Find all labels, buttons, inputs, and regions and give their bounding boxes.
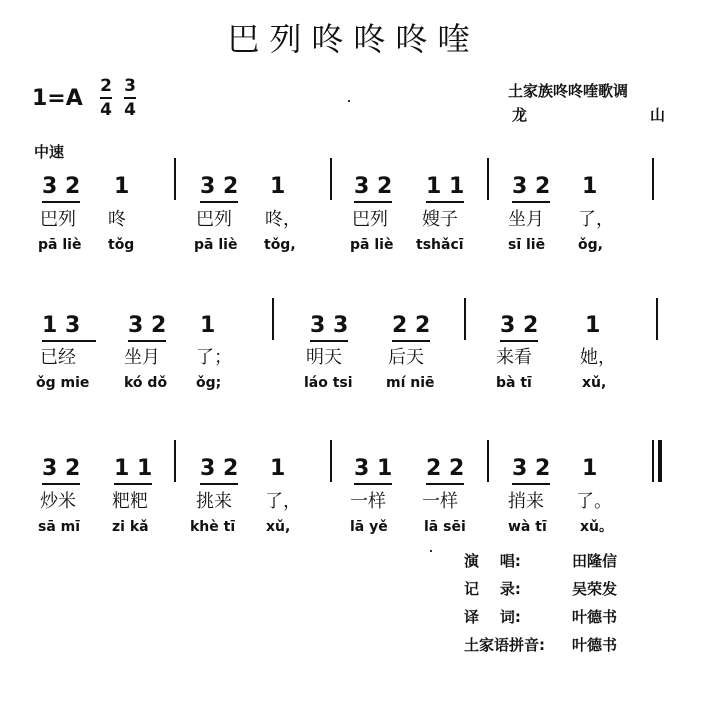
pinyin: ǒg mie — [36, 375, 90, 391]
credit-label-singer: 演 唱: — [464, 552, 521, 570]
note-group: 1 — [200, 313, 216, 338]
pinyin: ǒg, — [578, 237, 603, 253]
barline — [464, 298, 466, 340]
lyric: 巴列 — [352, 209, 388, 230]
lyric: 炒米 — [40, 491, 76, 512]
pinyin: xǔ。 — [580, 519, 613, 535]
beam — [512, 201, 550, 203]
barline — [487, 440, 489, 482]
lyric: 了， — [578, 209, 614, 230]
note-group: 1 1 — [426, 174, 465, 199]
note-group: 3 1 — [354, 456, 393, 481]
beam — [42, 483, 80, 485]
pinyin: tǒg — [108, 237, 135, 253]
pinyin: khè tī — [190, 519, 236, 535]
barline — [652, 158, 654, 200]
barline — [656, 298, 658, 340]
credit-value-pinyin: 叶德书 — [572, 636, 618, 654]
lyric: 巴列 — [40, 209, 76, 230]
time-signature-1 — [100, 76, 112, 120]
final-barline-thick — [658, 440, 662, 482]
credit-value-singer: 田隆信 — [572, 552, 618, 570]
note-group: 1 1 — [114, 456, 153, 481]
note-group: 2 2 — [426, 456, 465, 481]
pinyin: tǒg, — [264, 237, 296, 253]
final-barline-thin — [652, 440, 654, 482]
lyric: 了。 — [576, 491, 612, 512]
arranger-char-2: 山 — [650, 106, 666, 124]
lyric: 了， — [265, 491, 301, 512]
note-group: 1 — [270, 456, 286, 481]
note-group: 3 2 — [512, 456, 551, 481]
credit-label-transcriber: 记 录: — [464, 580, 521, 598]
tempo-marking: 中速 — [34, 143, 65, 161]
pinyin: láo tsi — [304, 375, 353, 391]
note-group: 1 — [585, 313, 601, 338]
pinyin: xǔ, — [582, 375, 607, 391]
pinyin: bà tī — [496, 375, 532, 391]
pinyin: zi kǎ — [112, 519, 149, 535]
barline — [330, 440, 332, 482]
note-group: 1 — [270, 174, 286, 199]
note-group: 1 3 — [42, 313, 81, 338]
beam — [512, 483, 550, 485]
beam — [426, 201, 464, 203]
beam — [114, 483, 152, 485]
lyric: 咚 — [108, 209, 126, 230]
pinyin: xǔ, — [266, 519, 291, 535]
note-group: 3 2 — [200, 174, 239, 199]
beam — [128, 340, 166, 342]
barline — [174, 158, 176, 200]
time-signature-1-bottom: 4 — [100, 100, 112, 120]
barline — [330, 158, 332, 200]
note-group: 3 2 — [42, 174, 81, 199]
speck — [348, 100, 350, 102]
lyric: 一样 — [422, 491, 458, 512]
beam — [392, 340, 430, 342]
note-group: 1 — [582, 174, 598, 199]
barline — [487, 158, 489, 200]
pinyin: lā yě — [350, 519, 388, 535]
time-signature-2-bottom: 4 — [124, 100, 136, 120]
pinyin: ǒg; — [196, 375, 222, 391]
note-group: 3 2 — [354, 174, 393, 199]
lyric: 咚， — [265, 209, 301, 230]
lyric: 了； — [196, 347, 232, 368]
arranger-char-1: 龙 — [512, 106, 528, 124]
pinyin: lā sēi — [424, 519, 466, 535]
note-group: 3 2 — [128, 313, 167, 338]
beam — [42, 340, 96, 342]
note-group: 3 2 — [512, 174, 551, 199]
pinyin: pā liè — [350, 237, 394, 253]
barline — [272, 298, 274, 340]
lyric: 已经 — [40, 347, 76, 368]
note-group: 1 — [582, 456, 598, 481]
speck — [430, 550, 432, 552]
lyric: 明天 — [306, 347, 342, 368]
song-source: 土家族咚咚喹歌调 — [508, 82, 629, 100]
lyric: 坐月 — [508, 209, 544, 230]
barline — [174, 440, 176, 482]
note-group: 3 2 — [42, 456, 81, 481]
pinyin: sī liē — [508, 237, 546, 253]
beam — [426, 483, 464, 485]
time-signature-2-top: 3 — [124, 76, 136, 96]
lyric: 捎来 — [508, 491, 544, 512]
beam — [200, 201, 238, 203]
lyric: 她， — [580, 347, 616, 368]
lyric: 来看 — [496, 347, 532, 368]
pinyin: mí niē — [386, 375, 435, 391]
beam — [310, 340, 348, 342]
lyric: 后天 — [388, 347, 424, 368]
pinyin: pā liè — [38, 237, 82, 253]
lyric: 一样 — [350, 491, 386, 512]
lyric: 坐月 — [124, 347, 160, 368]
pinyin: tshǎcī — [416, 237, 464, 253]
lyric: 巴列 — [196, 209, 232, 230]
pinyin: kó dǒ — [124, 375, 168, 391]
note-group: 2 2 — [392, 313, 431, 338]
note-group: 3 2 — [500, 313, 539, 338]
key-signature: 1=A — [32, 86, 83, 111]
credit-value-transcriber: 吴荣发 — [572, 580, 618, 598]
note-group: 3 2 — [200, 456, 239, 481]
lyric: 嫂子 — [422, 209, 458, 230]
lyric: 挑来 — [196, 491, 232, 512]
credit-value-translator: 叶德书 — [572, 608, 618, 626]
beam — [354, 483, 392, 485]
beam — [200, 483, 238, 485]
time-signature-1-bar — [100, 97, 112, 99]
pinyin: pā liè — [194, 237, 238, 253]
pinyin: wà tī — [508, 519, 547, 535]
lyric: 粑粑 — [112, 491, 148, 512]
time-signature-2 — [124, 76, 136, 120]
note-group: 1 — [114, 174, 130, 199]
credit-label-translator: 译 词: — [464, 608, 521, 626]
time-signature-1-top: 2 — [100, 76, 112, 96]
song-title: 巴列咚咚咚喹 — [227, 20, 480, 58]
credit-label-pinyin: 土家语拼音: — [464, 636, 545, 654]
time-signature-2-bar — [124, 97, 136, 99]
beam — [42, 201, 80, 203]
pinyin: sā mī — [38, 519, 81, 535]
note-group: 3 3 — [310, 313, 349, 338]
beam — [354, 201, 392, 203]
beam — [500, 340, 538, 342]
